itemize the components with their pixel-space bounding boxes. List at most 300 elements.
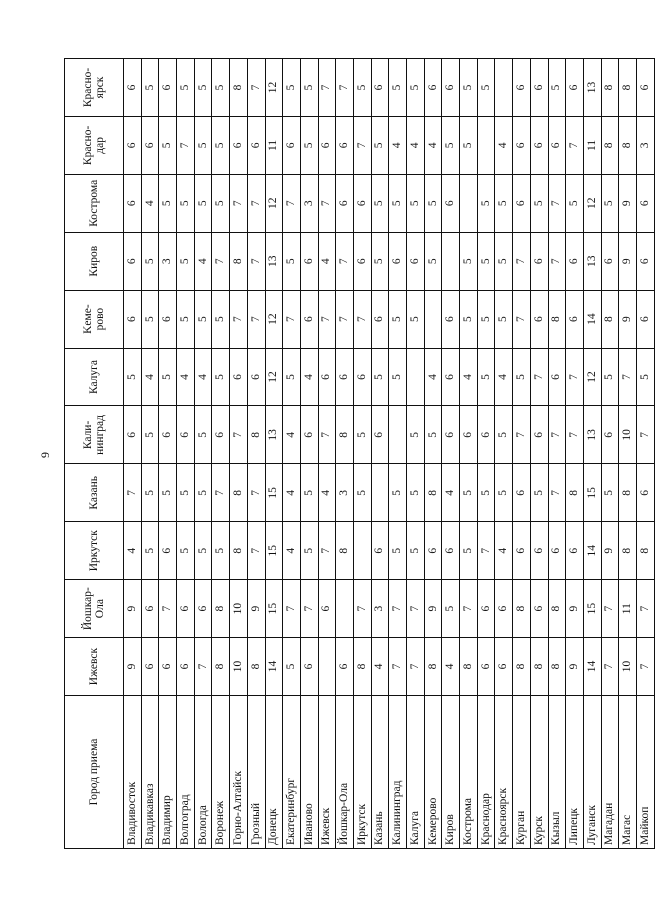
city-cell: Казань xyxy=(371,696,389,849)
value-cell: 10 xyxy=(230,638,248,696)
value-cell: 9 xyxy=(247,580,265,638)
value-cell: 8 xyxy=(353,638,371,696)
value-cell: 5 xyxy=(636,348,654,406)
value-cell: 7 xyxy=(159,580,177,638)
value-cell: 7 xyxy=(336,232,354,290)
value-cell: 8 xyxy=(230,232,248,290)
value-cell: 7 xyxy=(636,406,654,464)
column-header: Казань xyxy=(65,464,124,522)
value-cell: 7 xyxy=(513,406,531,464)
value-cell: 5 xyxy=(495,464,513,522)
city-cell: Кострома xyxy=(460,696,478,849)
value-cell: 4 xyxy=(442,638,460,696)
value-cell: 3 xyxy=(336,464,354,522)
value-cell: 5 xyxy=(194,290,212,348)
value-cell: 5 xyxy=(159,464,177,522)
value-cell: 6 xyxy=(212,406,230,464)
value-cell: 6 xyxy=(336,638,354,696)
value-cell: 6 xyxy=(636,59,654,117)
value-cell: 5 xyxy=(424,232,442,290)
value-cell xyxy=(371,464,389,522)
value-cell: 6 xyxy=(513,464,531,522)
column-header: Кострома xyxy=(65,174,124,232)
value-cell: 8 xyxy=(636,522,654,580)
value-cell: 6 xyxy=(124,290,142,348)
table-row xyxy=(194,59,212,849)
value-cell: 6 xyxy=(442,522,460,580)
value-cell: 13 xyxy=(265,406,283,464)
value-cell: 7 xyxy=(194,638,212,696)
table-row xyxy=(265,59,283,849)
value-cell: 6 xyxy=(300,406,318,464)
value-cell: 6 xyxy=(477,638,495,696)
value-cell: 7 xyxy=(389,638,407,696)
value-cell: 6 xyxy=(353,348,371,406)
value-cell: 14 xyxy=(583,638,601,696)
value-cell: 15 xyxy=(583,580,601,638)
value-cell: 8 xyxy=(619,116,637,174)
value-cell: 5 xyxy=(177,59,195,117)
value-cell: 5 xyxy=(177,232,195,290)
value-cell: 7 xyxy=(566,406,584,464)
column-header: Красно- ярск xyxy=(65,59,124,117)
value-cell: 6 xyxy=(124,406,142,464)
value-cell: 4 xyxy=(194,232,212,290)
value-cell: 7 xyxy=(212,464,230,522)
value-cell: 6 xyxy=(530,580,548,638)
value-cell: 13 xyxy=(583,59,601,117)
value-cell: 6 xyxy=(513,522,531,580)
value-cell: 5 xyxy=(389,290,407,348)
value-cell: 6 xyxy=(495,580,513,638)
city-cell: Волгоград xyxy=(177,696,195,849)
value-cell: 4 xyxy=(371,638,389,696)
column-header: Йошкар- Ола xyxy=(65,580,124,638)
value-cell: 5 xyxy=(601,464,619,522)
value-cell: 8 xyxy=(601,116,619,174)
city-cell: Курган xyxy=(513,696,531,849)
value-cell: 5 xyxy=(353,464,371,522)
city-cell: Калининград xyxy=(389,696,407,849)
value-cell: 8 xyxy=(513,638,531,696)
value-cell: 7 xyxy=(247,464,265,522)
value-cell: 7 xyxy=(318,522,336,580)
value-cell: 4 xyxy=(495,116,513,174)
value-cell: 7 xyxy=(407,638,425,696)
value-cell: 5 xyxy=(177,174,195,232)
value-cell: 9 xyxy=(619,232,637,290)
value-cell: 6 xyxy=(300,290,318,348)
value-cell: 8 xyxy=(424,464,442,522)
value-cell: 8 xyxy=(548,290,566,348)
table-row xyxy=(283,59,301,849)
table-row xyxy=(318,59,336,849)
value-cell: 5 xyxy=(530,464,548,522)
value-cell: 5 xyxy=(442,116,460,174)
value-cell: 5 xyxy=(159,174,177,232)
value-cell: 4 xyxy=(318,232,336,290)
value-cell xyxy=(477,116,495,174)
value-cell: 8 xyxy=(513,580,531,638)
value-cell: 5 xyxy=(477,59,495,117)
value-cell: 6 xyxy=(407,232,425,290)
value-cell: 4 xyxy=(141,174,159,232)
value-cell: 5 xyxy=(407,464,425,522)
value-cell: 6 xyxy=(230,116,248,174)
value-cell: 4 xyxy=(389,116,407,174)
value-cell: 3 xyxy=(159,232,177,290)
value-cell xyxy=(460,174,478,232)
value-cell: 5 xyxy=(353,59,371,117)
value-cell: 5 xyxy=(212,290,230,348)
value-cell: 7 xyxy=(601,580,619,638)
value-cell: 7 xyxy=(230,174,248,232)
value-cell: 5 xyxy=(495,232,513,290)
value-cell: 6 xyxy=(124,232,142,290)
value-cell: 14 xyxy=(583,290,601,348)
value-cell: 5 xyxy=(477,232,495,290)
value-cell: 3 xyxy=(300,174,318,232)
table-row xyxy=(583,59,601,849)
value-cell: 8 xyxy=(336,522,354,580)
value-cell: 6 xyxy=(159,406,177,464)
city-cell: Кызыл xyxy=(548,696,566,849)
value-cell: 7 xyxy=(548,232,566,290)
value-cell: 7 xyxy=(230,406,248,464)
table-body xyxy=(124,59,655,849)
value-cell: 6 xyxy=(442,59,460,117)
value-cell: 4 xyxy=(177,348,195,406)
value-cell: 9 xyxy=(566,638,584,696)
value-cell: 5 xyxy=(177,522,195,580)
value-cell: 7 xyxy=(283,174,301,232)
value-cell: 13 xyxy=(265,232,283,290)
value-cell: 4 xyxy=(424,116,442,174)
value-cell: 6 xyxy=(353,174,371,232)
value-cell: 6 xyxy=(548,348,566,406)
value-cell: 5 xyxy=(141,232,159,290)
column-header: Keме- рово xyxy=(65,290,124,348)
city-cell: Майкоп xyxy=(636,696,654,849)
value-cell: 5 xyxy=(283,232,301,290)
value-cell: 6 xyxy=(442,348,460,406)
value-cell: 5 xyxy=(194,464,212,522)
table-row xyxy=(495,59,513,849)
value-cell: 6 xyxy=(530,522,548,580)
value-cell: 9 xyxy=(601,522,619,580)
city-cell: Магас xyxy=(619,696,637,849)
value-cell: 7 xyxy=(318,290,336,348)
table-row xyxy=(619,59,637,849)
value-cell: 5 xyxy=(407,290,425,348)
value-cell: 6 xyxy=(566,522,584,580)
table-row xyxy=(247,59,265,849)
value-cell: 5 xyxy=(212,59,230,117)
city-cell: Калуга xyxy=(407,696,425,849)
value-cell: 6 xyxy=(247,348,265,406)
value-cell: 5 xyxy=(442,580,460,638)
value-cell: 5 xyxy=(495,290,513,348)
value-cell: 6 xyxy=(530,232,548,290)
value-cell: 9 xyxy=(124,638,142,696)
value-cell: 6 xyxy=(371,59,389,117)
value-cell: 12 xyxy=(265,59,283,117)
value-cell: 5 xyxy=(389,348,407,406)
value-cell: 6 xyxy=(159,638,177,696)
city-cell: Киров xyxy=(442,696,460,849)
value-cell: 10 xyxy=(230,580,248,638)
value-cell: 4 xyxy=(495,522,513,580)
value-cell: 8 xyxy=(212,580,230,638)
value-cell: 5 xyxy=(460,464,478,522)
value-cell: 5 xyxy=(141,522,159,580)
value-cell: 4 xyxy=(283,464,301,522)
city-cell: Йошкар-Ола xyxy=(336,696,354,849)
value-cell: 15 xyxy=(265,580,283,638)
value-cell: 13 xyxy=(583,232,601,290)
value-cell: 5 xyxy=(141,290,159,348)
value-cell: 6 xyxy=(513,174,531,232)
value-cell: 8 xyxy=(247,638,265,696)
table-row xyxy=(371,59,389,849)
value-cell: 9 xyxy=(424,580,442,638)
value-cell: 4 xyxy=(283,522,301,580)
value-cell: 9 xyxy=(619,174,637,232)
value-cell: 11 xyxy=(265,116,283,174)
table-row xyxy=(141,59,159,849)
column-header: Кали- нинград xyxy=(65,406,124,464)
table-row xyxy=(124,59,142,849)
value-cell: 7 xyxy=(477,522,495,580)
value-cell: 6 xyxy=(124,59,142,117)
value-cell: 5 xyxy=(141,59,159,117)
value-cell: 14 xyxy=(583,522,601,580)
value-cell: 8 xyxy=(548,580,566,638)
value-cell: 6 xyxy=(566,232,584,290)
value-cell: 12 xyxy=(265,348,283,406)
value-cell xyxy=(353,522,371,580)
value-cell: 4 xyxy=(141,348,159,406)
column-header: Ижевск xyxy=(65,638,124,696)
value-cell: 5 xyxy=(601,348,619,406)
value-cell: 6 xyxy=(636,174,654,232)
value-cell: 7 xyxy=(636,580,654,638)
value-cell: 12 xyxy=(265,174,283,232)
value-cell: 5 xyxy=(212,174,230,232)
value-cell: 4 xyxy=(407,116,425,174)
value-cell: 7 xyxy=(247,522,265,580)
value-cell: 7 xyxy=(318,174,336,232)
city-cell: Ижевск xyxy=(318,696,336,849)
value-cell: 6 xyxy=(424,522,442,580)
value-cell: 6 xyxy=(477,406,495,464)
value-cell: 7 xyxy=(460,580,478,638)
value-cell: 6 xyxy=(318,348,336,406)
table-row xyxy=(159,59,177,849)
value-cell: 7 xyxy=(230,290,248,348)
value-cell: 7 xyxy=(407,580,425,638)
table-row xyxy=(230,59,248,849)
value-cell xyxy=(318,638,336,696)
value-cell: 7 xyxy=(548,174,566,232)
value-cell: 4 xyxy=(495,348,513,406)
table-row xyxy=(548,59,566,849)
value-cell: 7 xyxy=(247,290,265,348)
value-cell: 5 xyxy=(407,522,425,580)
table-row xyxy=(336,59,354,849)
value-cell: 7 xyxy=(177,116,195,174)
delivery-times-table xyxy=(64,58,655,849)
value-cell xyxy=(407,348,425,406)
value-cell: 6 xyxy=(495,638,513,696)
value-cell: 5 xyxy=(548,59,566,117)
column-header: Красно- дар xyxy=(65,116,124,174)
value-cell: 5 xyxy=(124,348,142,406)
value-cell: 6 xyxy=(424,59,442,117)
value-cell: 5 xyxy=(212,348,230,406)
value-cell: 5 xyxy=(194,522,212,580)
value-cell: 7 xyxy=(353,116,371,174)
city-cell: Магадан xyxy=(601,696,619,849)
value-cell: 5 xyxy=(371,174,389,232)
value-cell: 5 xyxy=(477,348,495,406)
value-cell: 5 xyxy=(300,522,318,580)
value-cell: 4 xyxy=(318,464,336,522)
value-cell: 7 xyxy=(601,638,619,696)
value-cell: 9 xyxy=(619,290,637,348)
rotated-table-container xyxy=(64,58,651,849)
value-cell xyxy=(442,232,460,290)
value-cell: 6 xyxy=(300,232,318,290)
value-cell: 6 xyxy=(318,580,336,638)
value-cell: 7 xyxy=(619,348,637,406)
value-cell: 7 xyxy=(124,464,142,522)
column-header-city: Город приема xyxy=(65,696,124,849)
city-cell: Краснодар xyxy=(477,696,495,849)
value-cell: 7 xyxy=(636,638,654,696)
table-row xyxy=(300,59,318,849)
value-cell: 9 xyxy=(566,580,584,638)
city-cell: Горно-Алтайск xyxy=(230,696,248,849)
city-cell: Владикавказ xyxy=(141,696,159,849)
value-cell: 5 xyxy=(194,174,212,232)
value-cell: 3 xyxy=(636,116,654,174)
city-cell: Донецк xyxy=(265,696,283,849)
value-cell: 5 xyxy=(283,348,301,406)
city-cell: Красноярск xyxy=(495,696,513,849)
value-cell: 7 xyxy=(530,348,548,406)
table-row xyxy=(389,59,407,849)
value-cell: 6 xyxy=(513,116,531,174)
value-cell: 6 xyxy=(371,522,389,580)
value-cell: 8 xyxy=(230,464,248,522)
value-cell: 8 xyxy=(619,522,637,580)
value-cell: 7 xyxy=(566,116,584,174)
value-cell: 5 xyxy=(177,464,195,522)
value-cell: 6 xyxy=(318,116,336,174)
value-cell: 8 xyxy=(336,406,354,464)
value-cell: 5 xyxy=(477,464,495,522)
value-cell: 6 xyxy=(336,348,354,406)
value-cell: 7 xyxy=(548,406,566,464)
value-cell: 8 xyxy=(230,522,248,580)
value-cell: 6 xyxy=(371,406,389,464)
value-cell: 6 xyxy=(336,116,354,174)
value-cell: 5 xyxy=(300,464,318,522)
value-cell: 5 xyxy=(389,522,407,580)
value-cell: 6 xyxy=(636,232,654,290)
value-cell: 5 xyxy=(371,116,389,174)
table-row xyxy=(601,59,619,849)
value-cell: 7 xyxy=(353,290,371,348)
value-cell: 12 xyxy=(583,174,601,232)
value-cell: 10 xyxy=(619,406,637,464)
value-cell: 7 xyxy=(513,232,531,290)
value-cell: 7 xyxy=(300,580,318,638)
value-cell: 6 xyxy=(247,116,265,174)
value-cell: 8 xyxy=(530,638,548,696)
value-cell: 5 xyxy=(566,174,584,232)
value-cell: 5 xyxy=(407,406,425,464)
value-cell: 6 xyxy=(548,522,566,580)
value-cell: 5 xyxy=(513,348,531,406)
value-cell: 7 xyxy=(336,59,354,117)
city-cell: Кемерово xyxy=(424,696,442,849)
value-cell: 13 xyxy=(583,406,601,464)
value-cell: 11 xyxy=(583,116,601,174)
value-cell: 6 xyxy=(566,290,584,348)
value-cell: 11 xyxy=(619,580,637,638)
value-cell: 6 xyxy=(159,59,177,117)
value-cell: 4 xyxy=(460,348,478,406)
value-cell: 5 xyxy=(212,522,230,580)
value-cell: 15 xyxy=(265,522,283,580)
table-row xyxy=(636,59,654,849)
value-cell: 7 xyxy=(548,464,566,522)
value-cell: 7 xyxy=(566,348,584,406)
value-cell: 8 xyxy=(247,406,265,464)
city-cell: Липецк xyxy=(566,696,584,849)
value-cell: 5 xyxy=(353,406,371,464)
value-cell: 6 xyxy=(124,116,142,174)
city-cell: Вологда xyxy=(194,696,212,849)
value-cell: 6 xyxy=(389,232,407,290)
value-cell: 5 xyxy=(601,174,619,232)
value-cell: 7 xyxy=(353,580,371,638)
value-cell: 8 xyxy=(212,638,230,696)
city-cell: Грозный xyxy=(247,696,265,849)
table-row xyxy=(407,59,425,849)
value-cell: 8 xyxy=(230,59,248,117)
value-cell: 7 xyxy=(212,232,230,290)
value-cell: 6 xyxy=(177,638,195,696)
value-cell: 6 xyxy=(177,406,195,464)
value-cell: 7 xyxy=(283,290,301,348)
value-cell: 9 xyxy=(124,580,142,638)
value-cell: 6 xyxy=(177,580,195,638)
value-cell: 6 xyxy=(141,638,159,696)
value-cell: 8 xyxy=(601,290,619,348)
page-number: 9 xyxy=(38,452,52,458)
value-cell: 5 xyxy=(212,116,230,174)
table-header-row xyxy=(65,59,124,849)
value-cell: 14 xyxy=(265,638,283,696)
value-cell: 6 xyxy=(530,116,548,174)
value-cell: 7 xyxy=(247,59,265,117)
column-header: Киров xyxy=(65,232,124,290)
value-cell: 4 xyxy=(194,348,212,406)
city-cell: Воронеж xyxy=(212,696,230,849)
